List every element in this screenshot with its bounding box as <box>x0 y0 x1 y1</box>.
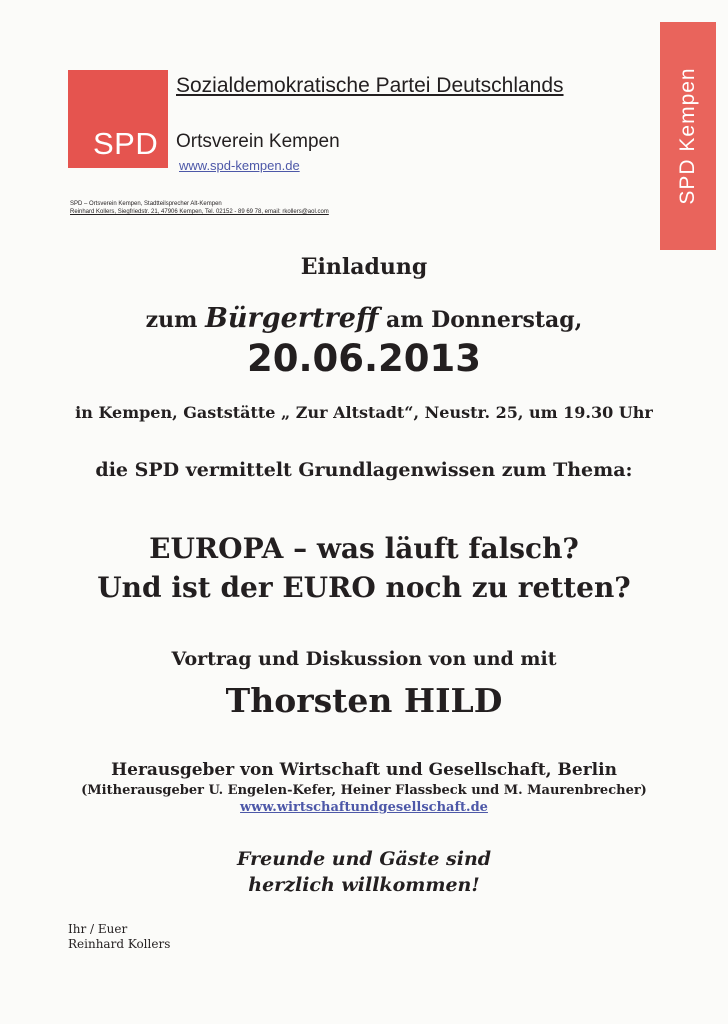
side-tag-text: SPD Kempen <box>676 67 699 205</box>
event-location: in Kempen, Gaststätte „ Zur Altstadt“, Neustr. 25, um 19.30 Uhr <box>75 403 653 422</box>
event-suffix: am Donnerstag, <box>378 307 583 333</box>
event-date: 20.06.2013 <box>246 337 482 380</box>
welcome-line-1: Freunde und Gäste sind <box>236 848 492 870</box>
signature-greeting: Ihr / Euer <box>68 922 128 936</box>
welcome-line-2: herzlich willkommen! <box>248 874 480 896</box>
headline-1: EUROPA – was läuft falsch? <box>149 532 579 565</box>
event-line <box>0 303 728 334</box>
party-full-name: Sozialdemokratische Partei Deutschlands <box>176 74 564 97</box>
theme-intro: die SPD vermittelt Grundlagenwissen zum Thema: <box>95 459 633 481</box>
spd-logo-text: SPD <box>93 126 159 161</box>
side-tag <box>660 22 716 250</box>
speaker-website-link[interactable]: www.wirtschaftundgesellschaft.de <box>240 800 488 815</box>
event-prefix: zum <box>145 307 206 333</box>
headline-2: Und ist der EURO noch zu retten? <box>97 571 631 604</box>
sender-line-2: Reinhard Kollers, Siegfriedstr. 21, 47906 Kempen, Tel. 02152 - 89 69 78, email: rkollers@aol.com <box>70 209 329 215</box>
speaker-name: Thorsten HILD <box>225 681 503 720</box>
speaker-role: Herausgeber von Wirtschaft und Gesellschaft, Berlin <box>111 760 617 780</box>
ortsverein-name: Ortsverein Kempen <box>176 131 340 152</box>
sender-line-1: SPD – Ortsverein Kempen, Stadtteilsprecher Alt-Kempen <box>70 201 222 207</box>
talk-intro: Vortrag und Diskussion von und mit <box>171 648 557 670</box>
website-link[interactable]: www.spd-kempen.de <box>179 158 300 173</box>
event-name: Bürgertreff <box>205 303 379 334</box>
invitation-title: Einladung <box>300 254 428 280</box>
co-editors: (Mitherausgeber U. Engelen-Kefer, Heiner Flassbeck und M. Maurenbrecher) <box>81 783 647 798</box>
signature-name: Reinhard Kollers <box>68 937 171 951</box>
